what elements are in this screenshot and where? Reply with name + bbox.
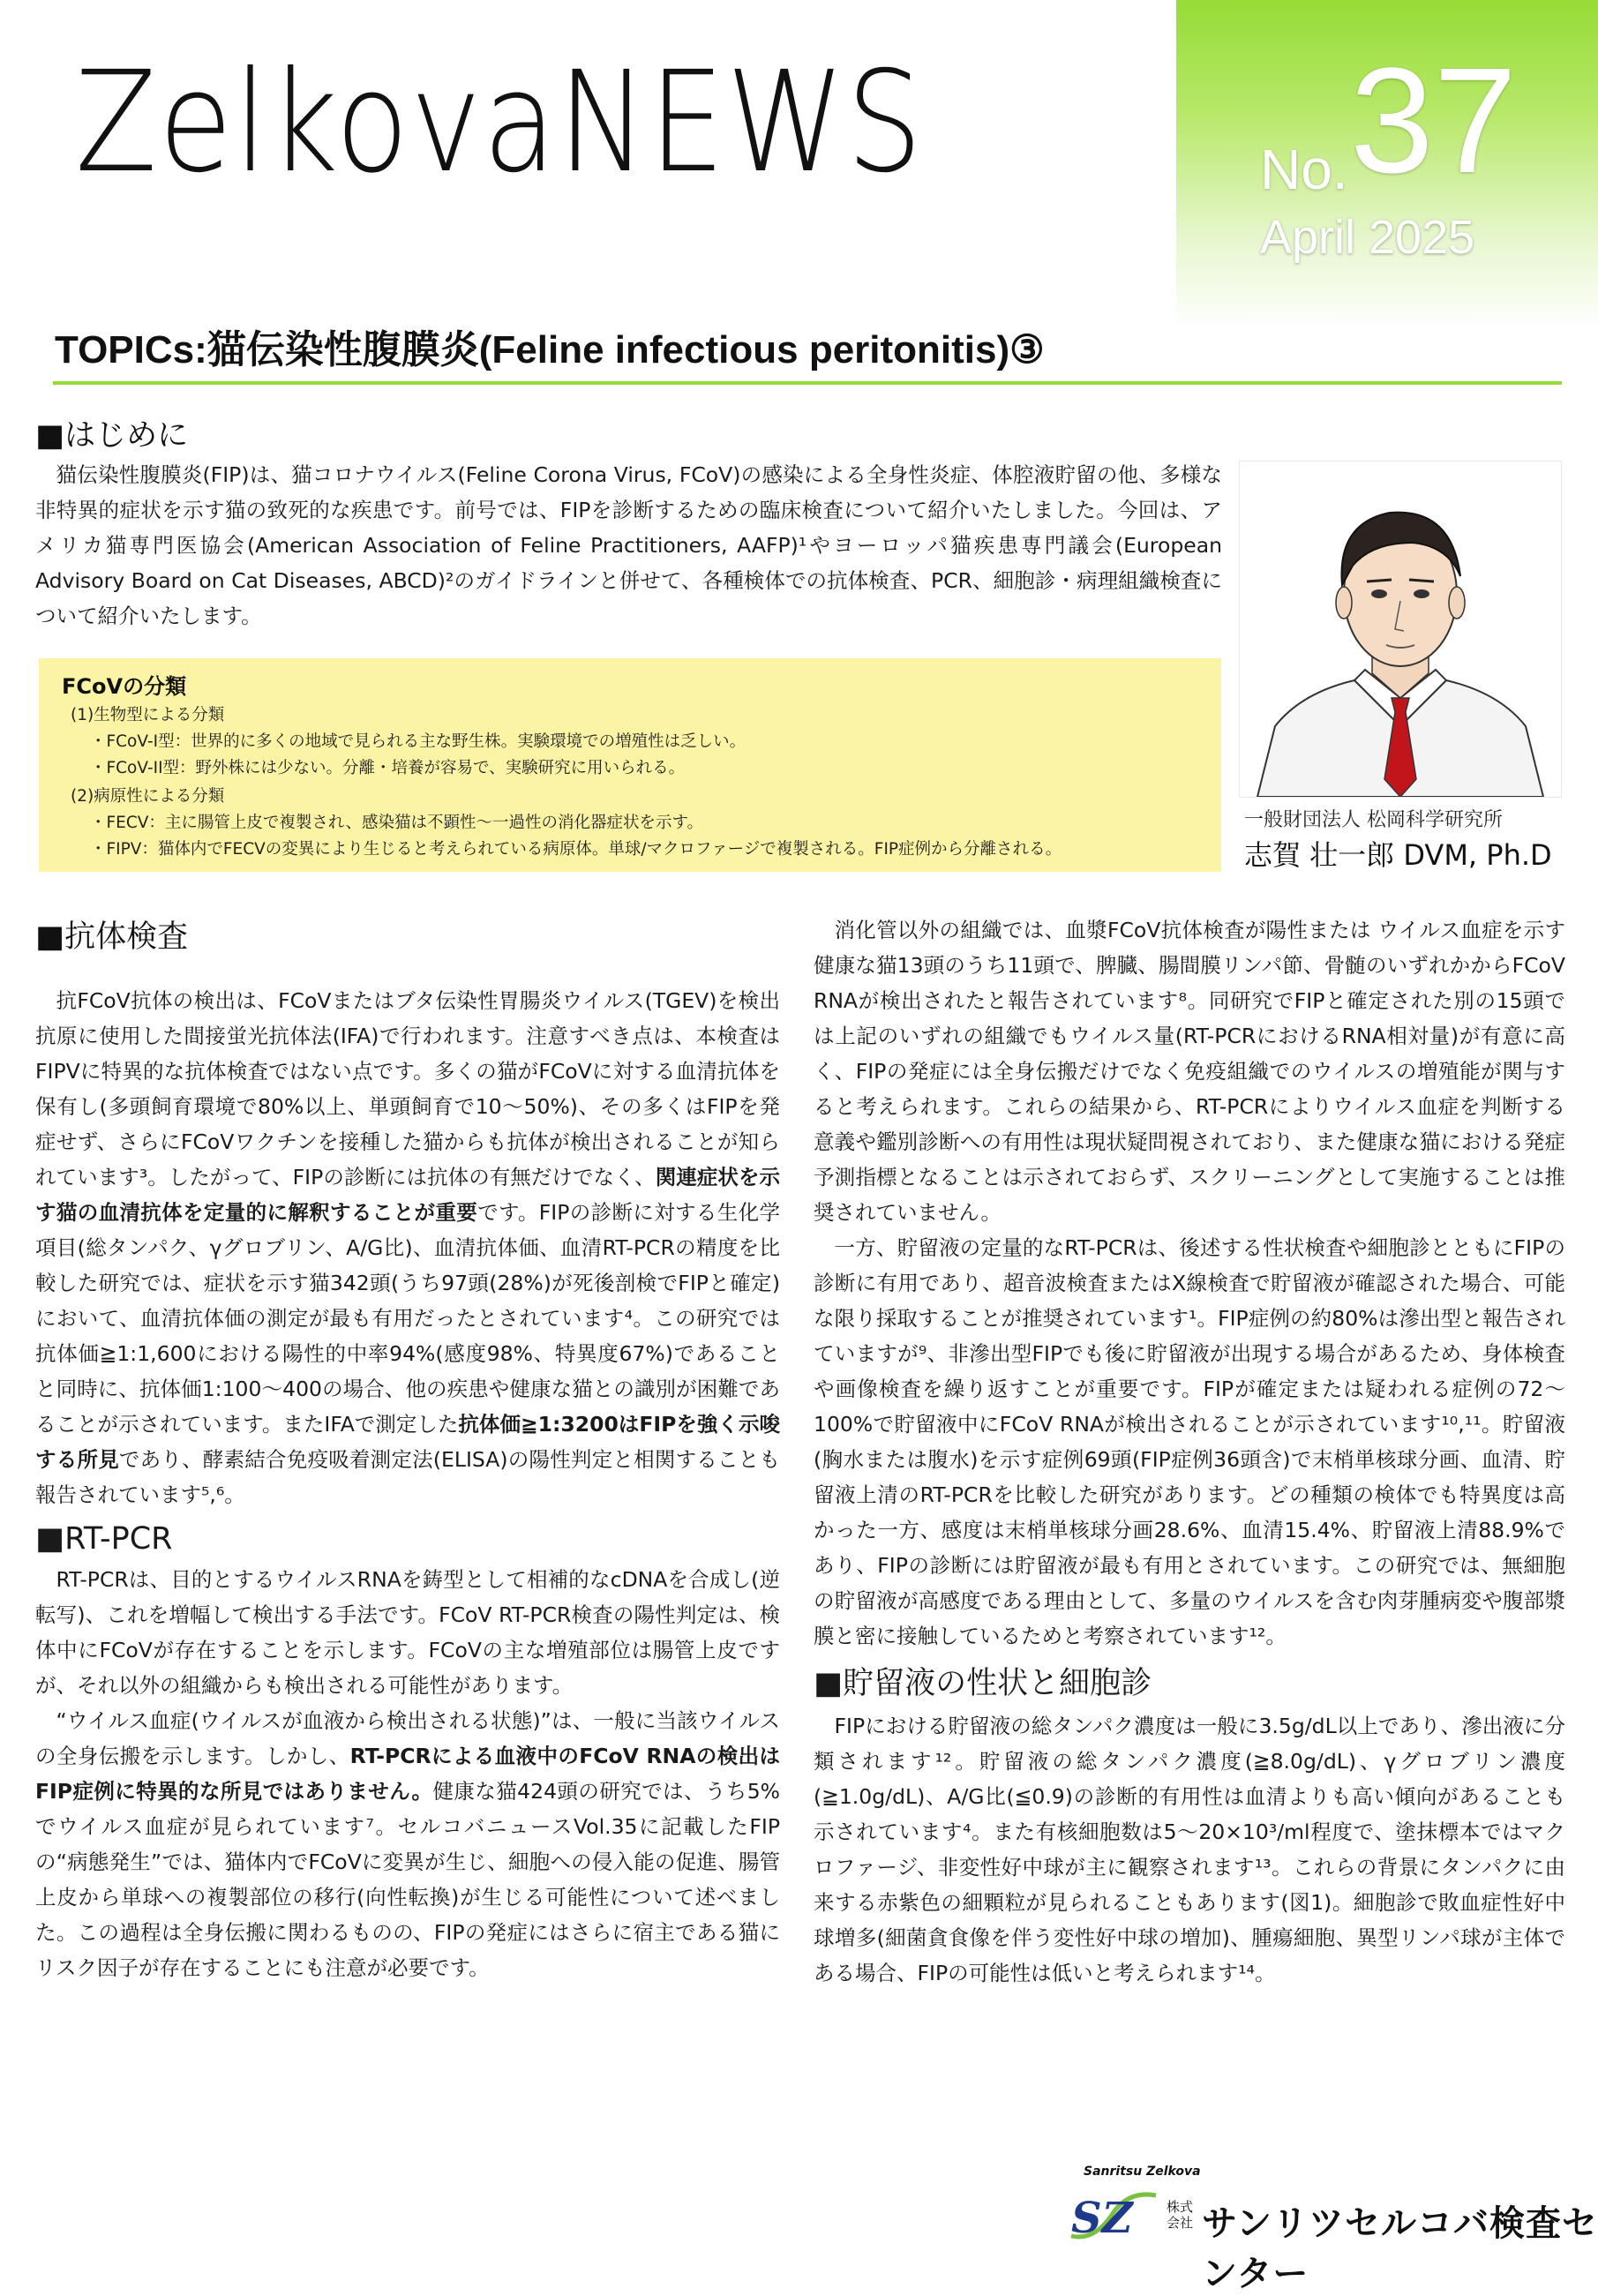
classification-line: ・FIPV：猫体内でFECVの変異により生じると考えられている病原体。単球/マクロファージで複製される。FIP症例から分離される。 [90, 840, 1062, 859]
effusion-paragraph: FIPにおける貯留液の総タンパク濃度は一般に3.5g/dL以上であり、滲出液に分類されます¹²。貯留液の総タンパク濃度(≧8.0g/dL)、γグロブリン濃度(≧1.0g/dL)、A/G比(≦0.9)の診断的有用性は血清よりも高い傾向があることも示されています⁴。また有核細胞数は5〜20×10³/ml程度で、塗抹標本ではマクロファージ、非変性好中球が主に観察されます¹³。これらの背景にタンパクに由来する赤紫色の細顆粒が見られることもあります(図1)。細胞診で敗血症性好中球増多(細菌貪食像を伴う変性好中球の増加)、腫瘍細胞、異型リンパ球が主体である場合、FIPの可能性は低いと考えられます¹⁴。 [814, 1714, 1565, 1985]
issue-no-label: No. [1260, 138, 1348, 201]
masthead-title: ZelkovaNEWS [75, 41, 925, 204]
logo-brand-text: Sanritsu Zelkova [1084, 2165, 1201, 2179]
left-column [35, 983, 780, 1985]
antibody-paragraph: 抗FCoV抗体の検出は、FCoVまたはブタ伝染性胃腸炎ウイルス(TGEV)を検出抗原に使用した間接蛍光抗体法(IFA)で行われます。注意すべき点は、本検査はFIPVに特異的な抗体検査ではない点です。多くの猫がFCoVに対する血清抗体を保有し(多頭飼育環境で80%以上、単頭飼育で10〜50%)、その多くはFIPを発症せず、さらにFCoVワクチンを接種した猫からも抗体が検出されることが知られています³。したがって、FIPの診断には抗体の有無だけでなく、関連症状を示す猫の血清抗体を定量的に解釈することが重要です。FIPの診断に対する生化学項目(総タンパク、γグロブリン、A/G比)、血清抗体価、血清RT-PCRの精度を比較した研究では、症状を示す猫342頭(うち97頭(28%)が死後剖検でFIPと確定)において、血清抗体価の測定が最も有用だったとされています⁴。この研究では抗体価≧1:1,600における陽性的中率94%(感度98%、特異度67%)であることと同時に、抗体価1:100〜400の場合、他の疾患や健康な猫との識別が困難であることが示されています。またIFAで測定した抗体価≧1:3200はFIPを強く示唆する所見であり、酵素結合免疫吸着測定法(ELISA)の陽性判定と相関することも報告されています⁵,⁶。 [35, 988, 781, 1507]
company-type-label: 株式会社 [1167, 2199, 1194, 2231]
effusion-pcr-paragraph: 一方、貯留液の定量的なRT-PCRは、後述する性状検査や細胞診とともにFIPの診断に有用であり、超音波検査またはX線検査で貯留液が確認された場合、可能な限り採取することが推奨されています¹。FIP症例の約80%は滲出型と報告されていますが⁹、非滲出型FIPでも後に貯留液が出現する場合があるため、身体検査や画像検査を繰り返すことが重要です。FIPが確定または疑われる症例の72〜100%で貯留液中にFCoV RNAが検出されることが示されています¹⁰,¹¹。貯留液(胸水または腹水)を示す症例69頭(FIP症例36頭含)で末梢単核球分画、血清、貯留液上清のRT-PCRを比較した研究があります。どの種類の検体でも特異度は高かった一方、感度は末梢単核球分画28.6%、血清15.4%、貯留液上清88.9%であり、FIPの診断には貯留液が最も有用とされています。この研究では、無細胞の貯留液が高感度である理由として、多量のウイルスを含む肉芽腫病変や腹部漿膜と密に接触しているためと考察されています¹²。 [814, 1235, 1565, 1648]
classification-line: (1)生物型による分類 [71, 706, 225, 724]
topic-title: TOPICs:猫伝染性腹膜炎(Feline infectious peritonitis)③ [55, 328, 1045, 371]
topic-divider [53, 381, 1562, 385]
rtpcr-heading: ■RT-PCR [35, 1521, 173, 1557]
intro-paragraph: 猫伝染性腹膜炎(FIP)は、猫コロナウイルス(Feline Corona Virus, FCoV)の感染による全身性炎症、体腔液貯留の他、多様な非特異的症状を示す猫の致死的な疾患です。前号では、FIPを診断するための臨床検査について紹介いたしました。今回は、アメリカ猫専門医協会(American Association of Feline Practitioners, AAFP)¹やヨーロッパ猫疾患専門議会(European Advisory Board on Cat Diseases, ABCD)²のガイドラインと併せて、各種検体での抗体検査、PCR、細胞診・病理組織検査について紹介いたします。 [35, 462, 1222, 628]
classification-line: ・FCoV-I型：世界的に多くの地域で見られる主な野生株。実験環境での増殖性は乏しい。 [90, 732, 746, 751]
rtpcr-paragraph-2: “ウイルス血症(ウイルスが血液から検出される状態)”は、一般に当該ウイルスの全身伝搬を示します。しかし、RT-PCRによる血液中のFCoV RNAの検出はFIP症例に特異的な所見ではありません。健康な猫424頭の研究では、うち5%でウイルス血症が見られています⁷。セルコバニュースVol.35に記載したFIPの“病態発生”では、猫体内でFCoVに変異が生じ、細胞への侵入能の促進、腸管上皮から単球への複製部位の移行(向性転換)が生じる可能性について述べました。この過程は全身伝搬に関わるものの、FIPの発症にはさらに宿主である猫にリスク因子が存在することにも注意が必要です。 [35, 1708, 780, 1980]
effusion-heading: ■貯留液の性状と細胞診 [814, 1666, 1152, 1701]
tissue-paragraph: 消化管以外の組織では、血漿FCoV抗体検査が陽性または ウイルス血症を示す健康な猫13頭のうち11頭で、脾臓、腸間膜リンパ節、骨髄のいずれかからFCoV RNAが検出されたと報告されています⁸。同研究でFIPと確定された別の15頭では上記のいずれの組織でもウイルス量(RT-PCRにおけるRNA相対量)が有意に高く、FIPの発症には全身伝搬だけでなく免疫組織でのウイルスの増殖能が関与すると考えられます。これらの結果から、RT-PCRによりウイルス血症を判断する意義や鑑別診断への有用性は現状疑問視されており、また健康な猫における発症予測指標となることは示されておらず、スクリーニングとして実施することは推奨されていません。 [814, 918, 1565, 1225]
author-portrait [1239, 461, 1562, 798]
classification-line: (2)病原性による分類 [71, 787, 225, 806]
issue-number: 37 [1350, 37, 1518, 205]
svg-text:SZ: SZ [1071, 2194, 1133, 2243]
rtpcr-paragraph-1: RT-PCRは、目的とするウイルスRNAを鋳型として相補的なcDNAを合成し(逆転写)、これを増幅して検出する手法です。FCoV RT-PCR検査の陽性判定は、検体中にFCoVが存在することを示します。FCoVの主な増殖部位は腸管上皮ですが、それ以外の組織からも検出される可能性があります。 [35, 1567, 780, 1698]
classification-box-title: FCoVの分類 [62, 674, 187, 699]
intro-heading: ■はじめに [35, 418, 189, 454]
company-name: サンリツセルコバ検査センター [1202, 2203, 1598, 2294]
author-name: 志賀 壮一郎 DVM, Ph.D [1244, 838, 1552, 872]
issue-date: April 2025 [1260, 211, 1475, 264]
author-affiliation: 一般財団法人 松岡科学研究所 [1244, 809, 1503, 831]
antibody-heading: ■抗体検査 [35, 919, 189, 955]
right-column [814, 912, 1565, 1991]
classification-line: ・FECV：主に腸管上皮で複製され、感染猫は不顕性〜一過性の消化器症状を示す。 [90, 814, 704, 832]
classification-line: ・FCoV-II型：野外株には少ない。分離・培養が容易で、実験研究に用いられる。 [90, 759, 686, 777]
